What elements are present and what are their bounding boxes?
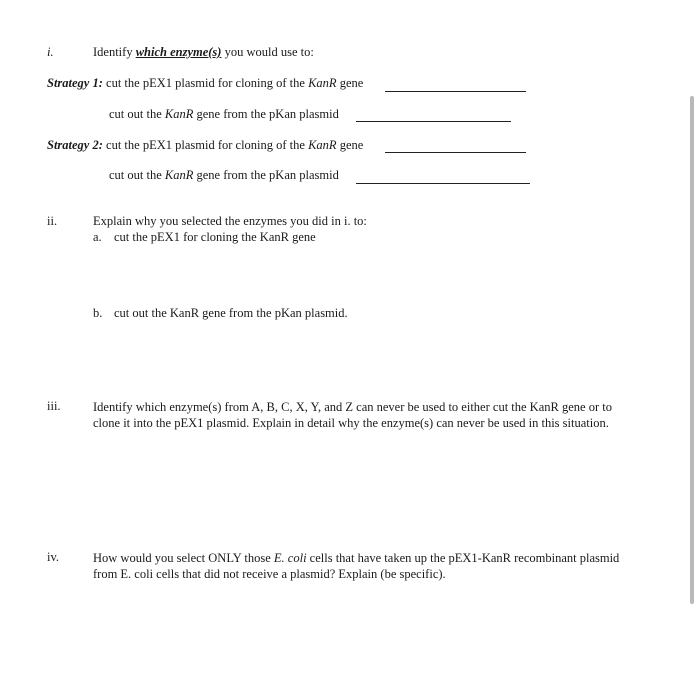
strategy-1-line-1-text: cut the pEX1 plasmid for cloning of the [106, 76, 309, 90]
question-iii-text: Identify which enzyme(s) from A, B, C, X, Y, and Z can never be used to either cut the KanR gene or to clone it into the pEX1 plasmid. Explain in detail why the enzyme(s) can never be used in this situation. [93, 400, 612, 430]
strategy-2-line-2-gene: KanR [164, 168, 194, 182]
question-i-prompt-post: you would use to: [221, 45, 314, 59]
question-iv-text [93, 550, 638, 582]
strategy-2-line-1-post: gene [336, 138, 364, 152]
question-iv-text-post: cells that have taken up the pEX1-KanR recombinant plasmid from E. coli cells that did not receive a plasmid? Explain (be specific). [93, 551, 620, 581]
question-ii-a-text: cut the pEX1 for cloning the KanR gene [114, 230, 316, 244]
strategy-1-line-1-post: gene [336, 76, 364, 90]
strategy-1-line-2-post: gene from the pKan plasmid [193, 107, 339, 121]
question-iv-text-pre: How would you select ONLY those [93, 551, 274, 565]
strategy-2-label: Strategy 2: [47, 138, 103, 152]
question-ii-prompt: Explain why you selected the enzymes you did in i. to: [93, 214, 367, 228]
strategy-1-answer-line-1[interactable] [385, 91, 526, 92]
question-ii-a-label: a. [93, 230, 102, 244]
strategy-2-line-1-text: cut the pEX1 plasmid for cloning of the [106, 138, 309, 152]
question-iv-emphasis: E. coli [273, 551, 307, 565]
question-i-prompt [93, 45, 314, 60]
strategy-2-answer-line-2[interactable] [356, 183, 530, 184]
strategy-2-answer-line-1[interactable] [385, 152, 526, 153]
strategy-1-line-2-text: cut out the [109, 107, 165, 121]
strategy-1-line-2-gene: KanR [164, 107, 194, 121]
question-ii-b-text: cut out the KanR gene from the pKan plasmid. [114, 306, 348, 320]
question-i-emphasis: which enzyme(s) [135, 45, 222, 59]
question-number-ii: ii. [47, 214, 58, 228]
question-number-iv: iv. [47, 550, 60, 564]
strategy-2-line-2-text: cut out the [109, 168, 165, 182]
question-number-i: i. [47, 45, 54, 59]
strategy-1-line-2 [109, 107, 339, 122]
strategy-2-line-2-post: gene from the pKan plasmid [193, 168, 339, 182]
question-number-iii: iii. [47, 399, 61, 413]
vertical-scrollbar[interactable] [690, 96, 694, 604]
question-ii-b-label: b. [93, 306, 103, 320]
strategy-2-line-1 [47, 138, 363, 153]
strategy-1-line-1 [47, 76, 363, 91]
strategy-2-line-2 [109, 168, 339, 183]
question-i-prompt-pre: Identify [93, 45, 136, 59]
strategy-1-line-1-gene: KanR [308, 76, 337, 90]
strategy-1-answer-line-2[interactable] [356, 121, 511, 122]
strategy-1-label: Strategy 1: [47, 76, 103, 90]
strategy-2-line-1-gene: KanR [308, 138, 337, 152]
